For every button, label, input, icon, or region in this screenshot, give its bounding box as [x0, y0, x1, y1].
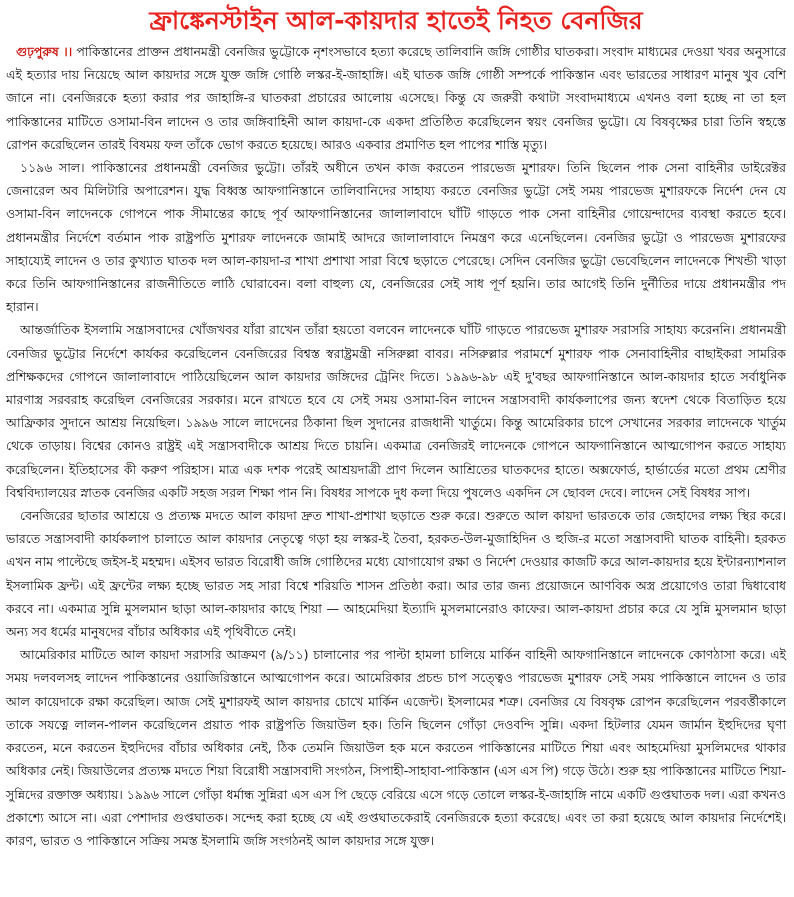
paragraph-2: ১১৯৬ সাল। পাকিস্তানের প্রধানমন্ত্রী বেনজির ভুট্টো। তাঁরই অধীনে তখন কাজ করতেন পারভেজ মুশারফ। তিনি ছিলেন পাক সেনা বাহিনীর ডাইরেক্টর জেনারেল অব মিলিটারি অপারেশন। যুদ্ধ বিধ্বস্ত আফগানিস্তানে তালিবানিদের সাহায্য করতে বেনজির ভুট্টো সেই সময় পারভেজ মুশারফকে নির্দেশ দেন যে ওসামা-বিন লাদেনকে গোপনে পাক সীমান্তের কাছে পূর্ব আফগানিস্তানের জালালাবাদে ঘাঁটি গাড়তে পাক সেনা বাহিনীর গোয়েন্দাদের ব্যবস্থা করতে হবে। প্রধানমন্ত্রীর নির্দেশে বর্তমান পাক রাষ্ট্রপতি মুশারফ লাদেনকে জামাই আদরে জালালাবাদে নিমন্ত্রণ করে এনেছিলেন। বেনজির ভুট্টো ও পারভেজ মুশারফের সাহায্যেই লাদেন ও তার কুখ্যাত ঘাতক দল আল-কায়দা-র শাখা প্রশাখা সারা বিশ্বে ছড়াতে পেরেছে। সেদিন বেনজির ভুট্টো ভেবেছিলেন লাদেনকে শিখন্ডী খাড়া করে তিনি আফগানিস্তানের রাজনীতিতে লাঠি ঘোরাবেন। বলা বাহুল্য যে, বেনজিরের সেই সাধ পূর্ণ হয়নি। তার আগেই তিনি দুর্নীতির দায়ে প্রধানমন্ত্রীর পদ হারান।: [6, 160, 786, 315]
headline: ফ্রাঙ্কেনস্টাইন আল-কায়দার হাতেই নিহত বেনজির: [149, 6, 643, 35]
paragraph-3: আন্তর্জাতিক ইসলামি সন্ত্রাসবাদের খোঁজখবর যাঁরা রাখেন তাঁরা হয়তো বলবেন লাদেনকে ঘাঁটি গাড়তে পারভেজ মুশারফ সরাসরি সাহায্য করেননি। প্রধানমন্ত্রী বেনজির ভুট্টোর নির্দেশে কার্যকর করেছিলেন বেনজিরের বিশ্বস্ত স্বরাষ্ট্রমন্ত্রী নসিরুল্লা বাবর। নসিরুল্লার পরামর্শে মুশারফ পাক সেনাবাহিনীর বাছাইকরা সামরিক প্রশিক্ষকদের গোপনে জালালাবাদে পাঠিয়েছিলেন আল কায়দার জঙ্গিদের ট্রেনিং দিতে। ১৯৯৬-৯৮ এই দু'বছর আফগানিস্তানে আল-কায়দার হাতে সর্বাধুনিক মারণাস্ত্র সরবরাহ করেছিল বেনজিরের সরকার। মনে রাখতে হবে যে সেই সময় ওসামা-বিন লাদেন সন্ত্রাসবাদী কার্যকলাপের জন্য স্বদেশ থেকে বিতাড়িত হয়ে আফ্রিকার সুদানে আশ্রয় নিয়েছিল। ১৯৯৬ সালে লাদেনের ঠিকানা ছিল সুদানের রাজধানী খার্তুমে। কিন্তু আমেরিকার চাপে সেখানের সরকার লাদেনকে খার্তুম থেকে তাড়ায়। বিশ্বের কোনও রাষ্ট্রই এই সন্ত্রাসবাদীকে আশ্রয় দিতে চায়নি। একমাত্র বেনজিরই লাদেনকে গোপনে আফগানিস্তানে আত্মগোপন করতে সাহায্য করেছিলেন। ইতিহাসের কী করুণ পরিহাস। মাত্র এক দশক পরেই আশ্রয়দাত্রী প্রাণ দিলেন আশ্রিতের ঘাতকদের হাতে। অক্সফোর্ড, হার্ভার্ডের মতো প্রথম শ্রেণীর বিশ্ববিদ্যালয়ের স্নাতক বেনজির একটি সহজ সরল শিক্ষা পান নি। বিষধর সাপকে দুধ কলা দিয়ে পুষলেও একদিন সে ছোবল দেবে। লাদেন সেই বিষধর সাপ।: [6, 322, 786, 500]
paragraph-4: বেনজিরের ছাতার আশ্রয়ে ও প্রত্যক্ষ মদতে আল কায়দা দ্রুত শাখা-প্রশাখা ছড়াতে শুরু করে। শুরুতে আল কায়দা ভারতকে তার জেহাদের লক্ষ্য স্থির করে। ভারতে সন্ত্রাসবাদী কার্যকলাপ চালাতে আল কায়দার নেতৃত্বে গড়া হয় লস্কর-ই তৈবা, হরকত-উল-মুজাহিদিন ও হুজি-র মতো সন্ত্রাসবাদী ঘাতক বাহিনী। হরকত এখন নাম পাল্টেছে জইস-ই মহম্মদ। এইসব ভারত বিরোধী জঙ্গি গোষ্ঠিদের মধ্যে যোগাযোগ রক্ষা ও নির্দেশ দেওয়ার কাজটি করে আল-কায়দার হয়ে ইন্টারন্যাশনাল ইসলামিক ফ্রন্ট। এই ফ্রন্টের লক্ষ্য হচ্ছে ভারত সহ সারা বিশ্বে শরিয়তি শাসন প্রতিষ্ঠা করা। আর তার জন্য প্রয়োজনে আণবিক অস্ত্র প্রয়োগেও তারা দ্বিধাবোধ করবে না। একমাত্র সুন্নি মুসলমান ছাড়া আল-কায়দার কাছে শিয়া — আহমেদিয়া ইত্যাদি মুসলমানেরাও কাফের। আল-কায়দা প্রচার করে যে সুন্নি মুসলমান ছাড়া অন্য সব ধর্মের মানুষদের বাঁচার অধিকার এই পৃথিবীতে নেই।: [6, 508, 786, 640]
article-body: [6, 40, 786, 852]
paragraph-1-text: পাকিস্তানের প্রাক্তন প্রধানমন্ত্রী বেনজির ভুট্টোকে নৃশংসভাবে হত্যা করেছে তালিবানি জঙ্গি গোষ্ঠীর ঘাতকরা। সংবাদ মাধ্যমের দেওয়া খবর অনুসারে এই হত্যার দায় নিয়েছে আল কায়দার সঙ্গে যুক্ত জঙ্গি গোষ্ঠি লস্কর-ই-জাহাঙ্গি। এই ঘাতক জঙ্গি গোষ্ঠী সম্পর্কে পাকিস্তান এবং ভারতের সাধারণ মানুষ খুব বেশি জানে না। বেনজিরকে হত্যা করার পর জাহাঙ্গি-র ঘাতকরা প্রচারের আলোয় এসেছে। কিন্তু যে জরুরী কথাটা সংবাদমাধ্যমে এখনও বলা হচ্ছে না তা হল পাকিস্তানের মাটিতে ওসামা-বিন লাদেন ও তার জঙ্গিবাহিনী আল কায়দা-কে একদা প্রতিষ্ঠিত করেছিলেন স্বয়ং বেনজির ভুট্টো। যে বিষবৃক্ষের চারা তিনি স্বহস্তে রোপন করেছিলেন তারই বিষময় ফল তাঁকে ভোগ করতে হয়েছে। আরও একবার প্রমাণিত হল পাপের শাস্তি মৃত্যু।: [6, 44, 787, 152]
paragraph-5: আমেরিকার মাটিতে আল কায়দা সরাসরি আক্রমণ (৯/১১) চালানোর পর পাল্টা হামলা চালিয়ে মার্কিন বাহিনী আফগানিস্তানে লাদেনকে কোণঠাসা করে। এই সময় দলবলসহ লাদেন পাকিস্তানের ওয়াজিরিস্তানে আত্মগোপন করে। আমেরিকার প্রচন্ড চাপ সত্ত্বেও পারভেজ মুশারফ সেই সময় পাকিস্তানে লাদেন ও তার আল কায়েদাকে রক্ষা করেছিল। আজ সেই মুশারফই আল কায়দার চোখে মার্কিন এজেন্ট। ইসলামের শত্রু। বেনজির যে বিষবৃক্ষ রোপন করেছিলেন পরবর্ত্তীকালে তাকে সযত্নে লালন-পালন করেছিলেন প্রয়াত পাক রাষ্ট্রপতি জিয়াউল হক। তিনি ছিলেন গোঁড়া দেওবন্দি সুন্নি। একদা হিটলার যেমন জার্মান ইহুদিদের ঘৃণা করতেন, মনে করতেন ইহুদিদের বাঁচার অধিকার নেই, ঠিক তেমনি জিয়াউল হক মনে করতেন পাকিস্তানের মাটিতে শিয়া এবং আহমেদিয়া মুসলিমদের থাকার অধিকার নেই। জিয়াউলের প্রত্যক্ষ মদতে শিয়া বিরোধী সন্ত্রাসবাদী সংগঠন, সিপাহী-সাহাবা-পাকিস্তান (এস এস পি) গড়ে উঠে। শুরু হয় পাকিস্তানের মাটিতে শিয়া-সুন্নিদের রক্তাক্ত অধ্যায়। ১৯৯৬ সালে গোঁড়া ধর্মান্ধ সুন্নিরা এস এস পি ছেড়ে বেরিয়ে এসে গড়ে তোলে লস্কর-ই-জাহাঙ্গি নামে একটি গুপ্তঘাতক দল। এরা কখনও প্রকাশ্যে আসে না। এরা পেশাদার গুপ্তঘাতক। সন্দেহ করা হচ্ছে যে এই গুপ্তঘাতকেরাই বেনজিরকে হত্যা করেছে। এবং তা করা হয়েছে আল কায়দার নির্দেশেই। কারণ, ভারত ও পাকিস্তানে সক্রিয় সমস্ত ইসলামি জঙ্গি সংগঠনই আল কায়দার সঙ্গে যুক্ত।: [6, 647, 786, 848]
byline-separator: ।।: [58, 44, 73, 59]
paragraph-1: [6, 40, 786, 156]
byline: গুঢ়পুরুষ: [16, 44, 59, 59]
